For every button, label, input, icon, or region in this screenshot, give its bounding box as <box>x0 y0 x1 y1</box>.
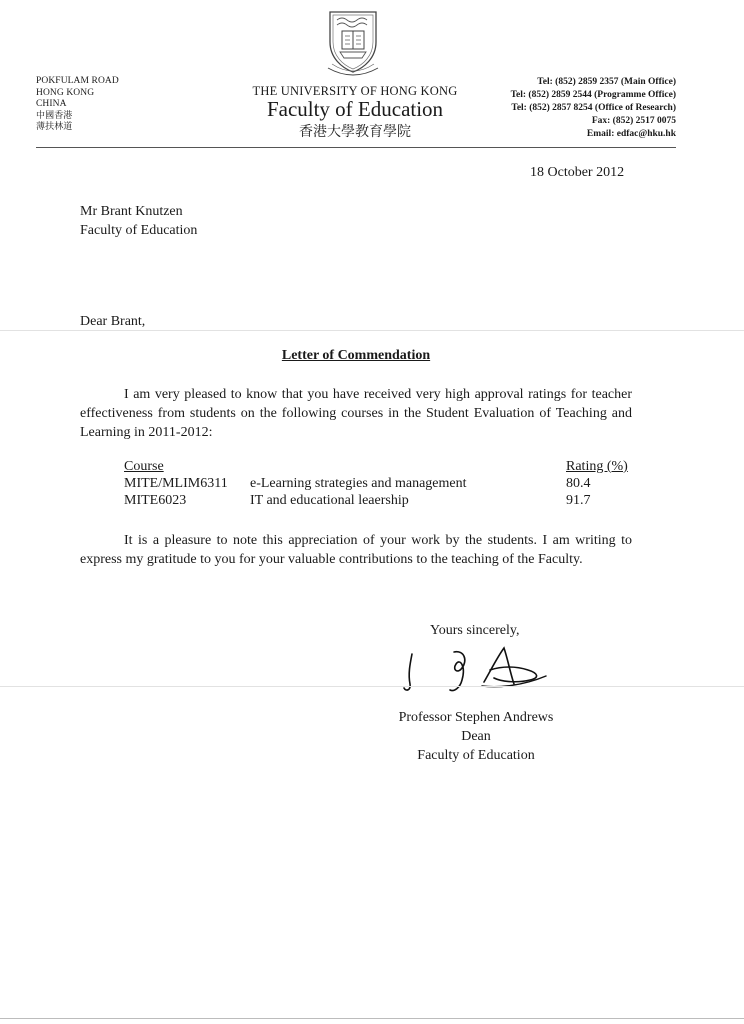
faculty-name: Faculty of Education <box>266 97 444 121</box>
course-code: MITE6023 <box>124 493 187 508</box>
table-header-row <box>124 458 644 475</box>
letterhead-divider <box>36 147 676 148</box>
table-row <box>124 475 644 492</box>
address-line: POKFULAM ROAD <box>36 76 119 86</box>
address-line-cn: 薄扶林道 <box>36 122 73 132</box>
course-code: MITE/MLIM6311 <box>124 476 228 491</box>
letter-date: 18 October 2012 <box>530 165 625 180</box>
course-ratings-table <box>124 458 644 509</box>
signer-title: Dean <box>461 729 491 744</box>
recipient-dept: Faculty of Education <box>80 223 198 238</box>
signer-dept: Faculty of Education <box>417 748 535 763</box>
recipient-name: Mr Brant Knutzen <box>80 204 183 219</box>
address-line: HONG KONG <box>36 87 95 98</box>
university-name: THE UNIVERSITY OF HONG KONG <box>252 84 458 98</box>
course-rating: 91.7 <box>566 493 591 508</box>
postal-address <box>36 76 119 134</box>
university-crest-icon <box>318 8 388 80</box>
body-paragraph-1: I am very pleased to know that you have received very high approval ratings for teacher effectiveness from students on the following courses in the Student Evaluation of Teaching and Learning in 2011-2012: <box>80 387 632 440</box>
contact-block <box>511 76 676 141</box>
course-title: IT and educational leaership <box>250 493 409 508</box>
contact-line: Email: edfac@hku.hk <box>586 129 676 139</box>
recipient-block <box>80 202 197 240</box>
contact-line: Tel: (852) 2857 8254 (Office of Research) <box>511 103 676 113</box>
course-rating: 80.4 <box>566 476 591 491</box>
salutation: Dear Brant, <box>80 314 146 329</box>
paper-fold-line <box>0 686 744 687</box>
table-row <box>124 492 644 509</box>
address-line: CHINA <box>36 99 67 109</box>
paper-fold-line <box>0 330 744 331</box>
closing: Yours sincerely, <box>430 623 520 638</box>
letter-subject: Letter of Commendation <box>281 348 431 363</box>
course-title: e-Learning strategies and management <box>250 476 467 491</box>
header-course: Course <box>124 459 164 474</box>
contact-line: Tel: (852) 2859 2357 (Main Office) <box>537 77 676 87</box>
handwritten-signature <box>398 640 558 696</box>
letterhead-title <box>240 84 470 141</box>
header-rating: Rating (%) <box>566 459 628 474</box>
body-paragraph-2: It is a pleasure to note this appreciation of your work by the students. I am writing to express my gratitude to you for your valuable contributions to the teaching of the Faculty. <box>80 533 632 567</box>
contact-line: Tel: (852) 2859 2544 (Programme Office) <box>510 90 676 100</box>
page-bottom-edge <box>0 1018 744 1019</box>
contact-line: Fax: (852) 2517 0075 <box>591 116 676 126</box>
signer-name: Professor Stephen Andrews <box>398 710 554 725</box>
signer-block <box>376 708 576 765</box>
address-line-cn: 中國香港 <box>36 110 73 121</box>
faculty-name-cn: 香港大學教育學院 <box>299 124 411 140</box>
